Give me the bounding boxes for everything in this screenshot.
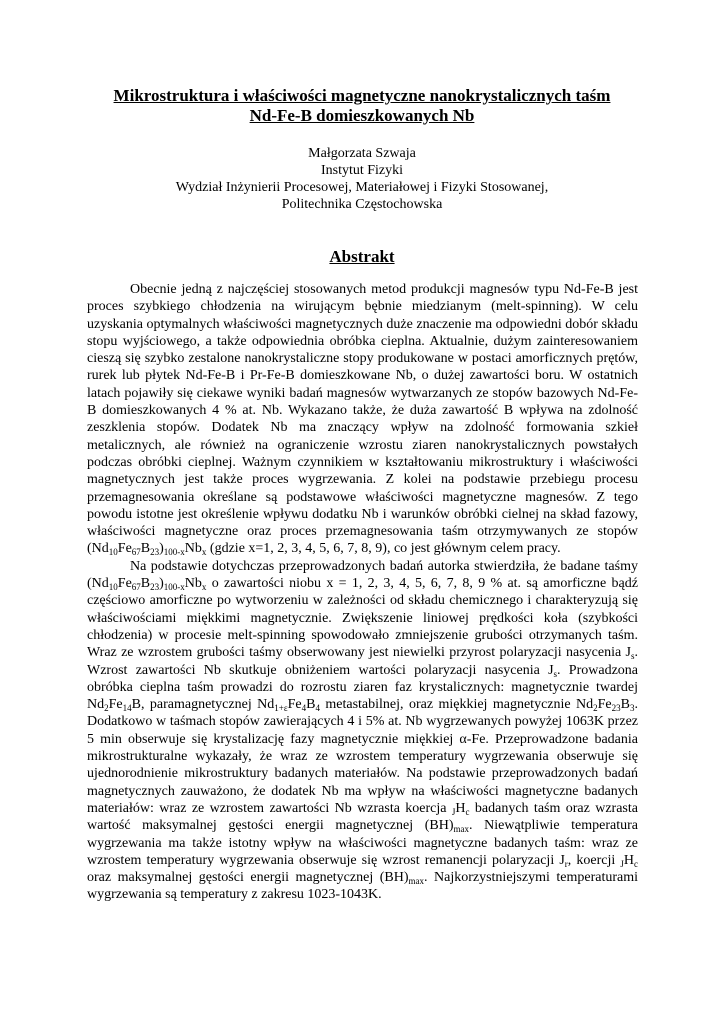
subscript: 100-x <box>163 547 185 558</box>
subscript: 4 <box>315 703 320 714</box>
text-run: o zawartości niobu x = 1, 2, 3, 4, 5, 6, 7, 8, 9 % at. są amorficzne bądź częściowo amorficzne po wytworzeniu w zależności od składu chemicznego i charakteryzują się właściwościami miękkimi magnetycznie. Zwiększenie liniowej prędkości koła (szybkości chłodzenia) w procesie melt-spinning spowodowało zmniejszenie grubości otrzymanych taśm. Wraz ze wzrostem grubości taśmy obserwowany jest niewielki przyrost polaryzacji nasycenia J <box>87 576 638 661</box>
text-run: H <box>623 852 634 868</box>
subscript: 10 <box>108 547 118 558</box>
subscript: 10 <box>108 582 118 593</box>
subscript: J <box>451 806 456 817</box>
subscript: x <box>201 547 207 558</box>
abstract-heading: Abstrakt <box>329 247 395 266</box>
subscript: r <box>564 858 568 869</box>
subscript: J <box>620 858 624 869</box>
text-run: Fe <box>287 697 302 713</box>
subscript: 23 <box>150 547 160 558</box>
text-run: badanych taśm oraz wzrasta wartość maksymalnej gęstości energii magnetycznej (BH) <box>87 800 638 834</box>
text-run: . Prowadzona obróbka cieplna taśm prowadzi do rozrostu ziaren faz krystalicznych: magnetycznie twardej Nd <box>87 662 638 713</box>
subscript: 3 <box>629 703 635 714</box>
paper-title-line-2: Nd-Fe-B domieszkowanych Nb <box>249 106 475 125</box>
subscript: 100-x <box>163 582 185 593</box>
text-run: B <box>306 697 316 713</box>
text-run: B <box>620 697 630 713</box>
subscript: 23 <box>150 582 160 593</box>
text-run: Nb <box>184 541 202 557</box>
text-run: oraz maksymalnej gęstości energii magnetycznej (BH) <box>87 870 409 886</box>
text-run: ) <box>159 576 164 592</box>
text-run: . Wzrost zawartości Nb skutkuje obniżeniem wartości polaryzacji nasycenia J <box>87 645 638 678</box>
text-run: , koercji <box>567 852 621 868</box>
author-name: Małgorzata Szwaja <box>308 146 416 161</box>
text-run: Obecnie jedną z najczęściej stosowanych metod produkcji magnesów typu Nd-Fe-B jest proces szybkiego chłodzenia na wirującym bębnie miedzianym (melt-spinning). W celu uzyskania optymalnych właściwości magnetycznych duże znaczenie ma odpowiedni dobór składu stopu wyjściowego, a także odpowiednia obróbka cieplna. Aktualnie, dużym zainteresowaniem cieszą się szybko zestalone nanokrystaliczne stopy produkowane w postaci amorficznych prętów, rurek lub płytek Nd-Fe-B i Pr-Fe-B domieszkowane Nb, o dużej zawartości boru. W ostatnich latach pojawiły się ciekawe wyniki badań magnesów wytwarzanych ze stopów bazowych Nd-Fe-B domieszkowanych 4 % at. Nb. Wykazano także, że duża zawartość B wpływa na zdolność zeszklenia stopów. Dodatek Nb ma znaczący wpływ na zdolność formowania szkieł metalicznych, ale również na ograniczenie wzrostu ziaren nanokrystalicznych powstałych podczas obróbki cieplnej. Ważnym czynnikiem w kształtowaniu mikrostruktury i właściwości magnetycznych jest także proces wygrzewania. Z kolei na podstawie przebiegu procesu przemagnesowania określane są podstawowe właściwości magnetyczne magnesów. Z tego powodu istotne jest określenie wpływu dodatku Nb i warunków obróbki cielnej na skład fazowy, właściwości magnetyczne oraz proces przemagnesowania taśm otrzymywanych ze stopów (Nd <box>87 282 638 557</box>
text-run: . Najkorzystniejszymi temperaturami wygrzewania są temperatury z zakresu 1023-1043K. <box>87 870 638 903</box>
text-run: ) <box>159 541 164 557</box>
subscript: 14 <box>122 703 132 714</box>
subscript: c <box>634 858 638 869</box>
subscript: s <box>630 651 635 662</box>
text-run: Na podstawie dotychczas przeprowadzonych badań autorka stwierdziła, że badane taśmy (Nd <box>87 558 638 592</box>
paper-title <box>60 86 664 126</box>
text-run: B <box>140 576 151 592</box>
subscript: 1+ε <box>274 703 288 714</box>
abstract-paragraph-1 <box>87 281 638 558</box>
text-run: (gdzie x=1, 2, 3, 4, 5, 6, 7, 8, 9), co jest głównym celem pracy. <box>206 541 561 557</box>
subscript: c <box>465 806 470 817</box>
author-institute: Instytut Fizyki <box>320 163 404 178</box>
subscript: 2 <box>593 703 598 714</box>
text-run: . Niewątpliwie temperatura wygrzewania ma także istotny wpływ na właściwości magnetyczne badanych taśm: wraz ze wzrostem temperatury wygrzewania obserwuje się wzrost remanencji polaryzacji J <box>87 818 638 868</box>
subscript: 4 <box>301 703 307 714</box>
text-run: Fe <box>597 697 612 713</box>
subscript: 23 <box>611 703 621 714</box>
text-run: metastabilnej, oraz miękkiej magnetycznie Nd <box>319 697 594 713</box>
text-run: Nb <box>184 576 202 592</box>
subscript: x <box>201 582 207 593</box>
abstract-paragraph-2 <box>87 558 638 904</box>
subscript: max <box>453 824 469 835</box>
text-run: Fe <box>108 697 123 713</box>
text-run: H <box>455 800 466 816</box>
author-university: Politechnika Częstochowska <box>281 197 443 212</box>
subscript: s <box>553 668 558 679</box>
text-run: B <box>140 541 151 557</box>
author-faculty: Wydział Inżynierii Procesowej, Materiałowej i Fizyki Stosowanej, <box>175 180 549 195</box>
text-run: Fe <box>117 541 132 557</box>
author-block <box>60 145 664 213</box>
text-run: . Dodatkowo w taśmach stopów zawierających 4 i 5% at. Nb wygrzewanych powyżej 1063K przez 5 min obserwuje się krystalizację fazy magnetycznie miękkiej α-Fe. Przeprowadzone badania mikrostrukturalne wykazały, że wraz ze wzrostem temperatury wygrzewania obserwuje się ujednorodnienie mikrostruktury badanych materiałów. Na podstawie przeprowadzonych badań magnetycznych zauważono, że dodatek Nb ma wpływ na właściwości magnetyczne badanych materiałów: wraz ze wzrostem zawartości Nb wzrasta koercja <box>87 697 638 816</box>
subscript: 67 <box>131 547 141 558</box>
subscript: 2 <box>104 703 109 714</box>
subscript: max <box>408 876 424 887</box>
subscript: 67 <box>131 582 141 593</box>
paper-title-line-1: Mikrostruktura i właściwości magnetyczne nanokrystalicznych taśm <box>113 86 611 105</box>
abstract-body <box>87 281 638 904</box>
text-run: Fe <box>117 576 132 592</box>
text-run: B, paramagnetycznej Nd <box>131 697 275 713</box>
